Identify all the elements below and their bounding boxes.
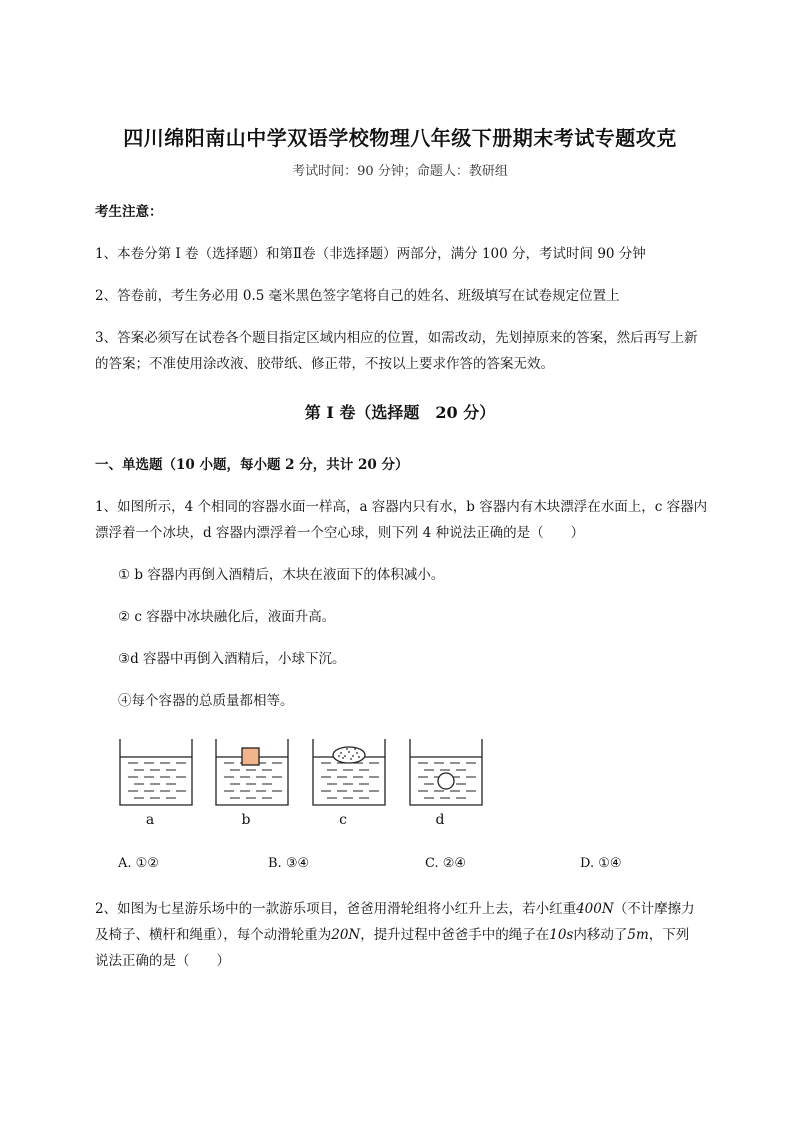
q2-text: 2、如图为七星游乐场中的一款游乐项目，爸爸用滑轮组将小红升上去，若小红重: [95, 901, 577, 917]
question-1-line-1: 1、如图所示，4 个相同的容器水面一样高，a 容器内只有水，b 容器内有木块漂浮在水面上，c 容器内: [95, 499, 708, 515]
choice-b[interactable]: B. ③④: [268, 856, 310, 871]
hollow-ball: [438, 773, 454, 789]
question-2-line-2: [95, 923, 740, 947]
container-b: [216, 739, 288, 805]
statement-2: ② c 容器中冰块融化后，液面升高。: [118, 609, 336, 625]
ice-block: [333, 747, 365, 763]
statement-3: ③d 容器中再倒入酒精后，小球下沉。: [118, 651, 346, 667]
q2-text: 内移动了: [573, 927, 628, 943]
q2-text: ，提升过程中爸爸手中的绳子在: [360, 927, 550, 943]
notice-item-2: 2、答卷前，考生务必用 0.5 毫米黑色签字笔将自己的姓名、班级填写在试卷规定位置上: [95, 288, 620, 304]
choice-d[interactable]: D. ①④: [580, 856, 622, 871]
question-2-line-1: [95, 897, 740, 921]
q2-text: （不计摩擦力: [613, 901, 695, 917]
notice-item-1: 1、本卷分第 I 卷（选择题）和第Ⅱ卷（非选择题）两部分，满分 100 分，考试时间 90 分钟: [95, 246, 646, 262]
statement-4: ④每个容器的总质量都相等。: [118, 693, 294, 709]
choice-c[interactable]: C. ②④: [425, 856, 467, 871]
statement-1: ① b 容器内再倒入酒精后，木块在液面下的体积减小。: [118, 567, 445, 583]
container-label-d: d: [435, 812, 445, 828]
container-d: [410, 739, 482, 805]
container-a: [120, 739, 192, 805]
page-subtitle: 考试时间：90 分钟；命题人：教研组: [292, 164, 508, 179]
q2-pulley-weight: 20N: [331, 927, 361, 943]
q2-weight-value: 400N: [576, 901, 614, 917]
wood-block: [242, 748, 259, 765]
container-c: [313, 739, 385, 805]
part-heading: 一、单选题（10 小题，每小题 2 分，共计 20 分）: [95, 457, 409, 473]
question-2-line-3: 说法正确的是（ ）: [95, 953, 230, 969]
notice-item-3: 3、答案必须写在试卷各个题目指定区域内相应的位置，如需改动，先划掉原来的答案，然后再写上新: [95, 330, 698, 346]
container-label-c: c: [339, 812, 347, 828]
q2-text: ，下列: [648, 927, 690, 943]
question-1-line-2: 漂浮着一个冰块，d 容器内漂浮着一个空心球，则下列 4 种说法正确的是（ ）: [95, 525, 585, 541]
q2-time-value: 10s: [549, 927, 574, 943]
section-title: 第 I 卷（选择题 20 分）: [304, 403, 496, 422]
containers-diagram: [110, 735, 500, 810]
q2-text: 及椅子、横杆和绳重），每个动滑轮重为: [95, 927, 332, 943]
container-label-b: b: [241, 812, 251, 828]
notice-item-3-cont: 的答案；不准使用涂改液、胶带纸、修正带，不按以上要求作答的答案无效。: [95, 356, 554, 372]
notice-heading: 考生注意：: [95, 204, 163, 220]
choice-a[interactable]: A. ①②: [118, 856, 159, 871]
q2-distance-value: 5m: [627, 927, 649, 943]
page-title: 四川绵阳南山中学双语学校物理八年级下册期末考试专题攻克: [123, 126, 677, 150]
container-label-a: a: [145, 812, 155, 828]
